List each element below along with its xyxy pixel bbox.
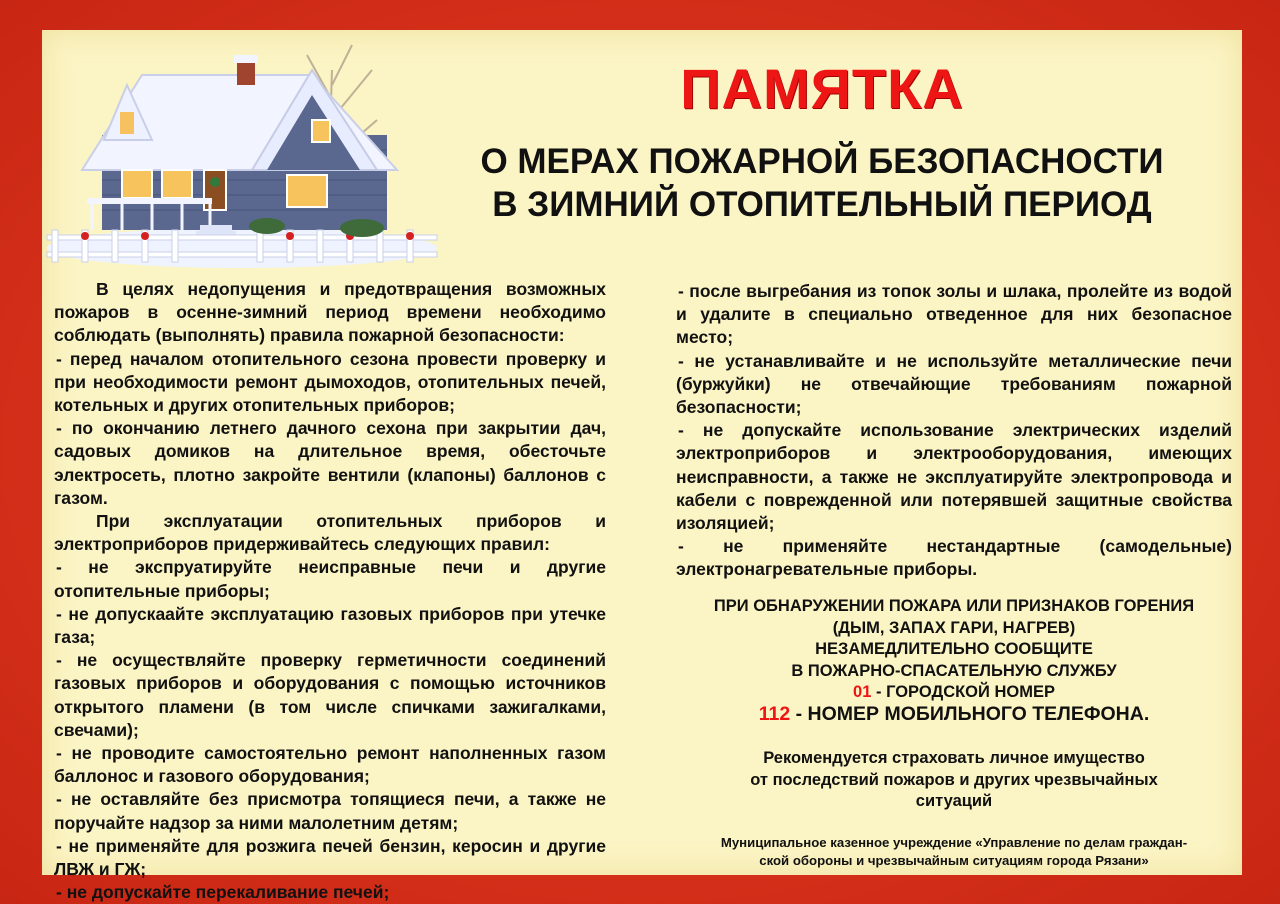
list-item: - не экспруатируйте неисправные печи и другие отопительные приборы; — [54, 557, 606, 601]
alert-line: (ДЫМ, ЗАПАХ ГАРИ, НАГРЕВ) — [832, 618, 1076, 637]
issuer-footer — [676, 834, 1232, 869]
mobile-number: 112 — [758, 702, 791, 725]
list-item: - не осуществляйте проверку герметичности соединений газовых приборов и оборудования с помощью источников открытого пламени (в том числе спичками зажигалками, свечами); — [54, 650, 606, 740]
list-item: - не применяйте нестандартные (самодельные) электронагревательные приборы. — [676, 536, 1232, 580]
mobile-number-label: - НОМЕР МОБИЛЬНОГО ТЕЛЕФОНА. — [795, 702, 1150, 725]
list-item: - не допускаайте эксплуатацию газовых приборов при утечке газа; — [54, 603, 606, 648]
left-column — [54, 278, 606, 904]
mobile-number-line — [676, 704, 1232, 726]
advice-line: ситуаций — [915, 792, 993, 810]
list-item: - по окончанию летнего дачного сехона при закрытии дач, садовых домиков на длительное время, обесточьте электросеть, плотно закройте вентили (клапоны) баллонов с газом. — [54, 418, 606, 508]
list-item: - не допускайте использование электрических изделий электроприборов и электрооборудования, имеющих неисправности, а также не эксплуатируйте электропровода и кабели с поврежденной или потерявшей защитные свойства изоляцией; — [676, 420, 1232, 534]
alert-line: В ПОЖАРНО-СПАСАТЕЛЬНУЮ СЛУЖБУ — [791, 661, 1117, 680]
subtitle-line: В ЗИМНИЙ ОТОПИТЕЛЬНЫЙ ПЕРИОД — [492, 185, 1152, 224]
city-number-line — [676, 682, 1232, 704]
list-item: - не допускайте перекаливание печей; — [56, 882, 390, 903]
snowy-house-icon — [42, 30, 442, 270]
alert-line: ПРИ ОБНАРУЖЕНИИ ПОЖАРА ИЛИ ПРИЗНАКОВ ГОРЕНИЯ — [713, 597, 1195, 615]
insurance-advice — [676, 748, 1232, 813]
list-item: - не проводите самостоятельно ремонт наполненных газом баллонос и газового оборудования; — [54, 743, 606, 787]
city-number-label: - ГОРОДСКОЙ НОМЕР — [875, 683, 1055, 701]
list-item: - не оставляйте без присмотра топящиеся печи, а также не поручайте надзор за ними малолетним детям; — [54, 789, 606, 833]
footer-line: Муниципальное казенное учреждение «Управление по делам граждан- — [720, 835, 1188, 850]
footer-line: ской обороны и чрезвычайным ситуациям города Рязани» — [759, 852, 1149, 868]
advice-line: Рекомендуется страховать личное имущество — [763, 749, 1145, 767]
subtitle-line: О МЕРАХ ПОЖАРНОЙ БЕЗОПАСНОСТИ — [480, 142, 1164, 181]
right-column — [676, 280, 1232, 582]
city-number: 01 — [853, 683, 872, 701]
advice-line: от последствий пожаров и других чрезвычайных — [750, 770, 1158, 789]
memo-sheet — [42, 30, 1242, 903]
alert-line: НЕЗАМЕДЛИТЕЛЬНО СООБЩИТЕ — [815, 640, 1093, 658]
list-item: - перед началом отопительного сезона провести проверку и при необходимости ремонт дымоходов, отопительных печей, котельных и других отопительных приборов; — [54, 348, 606, 416]
intro-paragraph: В целях недопущения и предотвращения возможных пожаров в осенне-зимний период времени необходимо соблюдать (выполнять) правила пожарной безопасности: — [54, 279, 606, 346]
list-item: - не устанавливайте и не используйте металлические печи (буржуйки) не отвечайющие требованиям пожарной безопасности; — [676, 350, 1232, 418]
list-item: - после выгребания из топок золы и шлака, пролейте из водой и удалите в специально отведенное для них безопасное место; — [676, 281, 1232, 348]
page-title: ПАМЯТКА — [680, 57, 964, 120]
list-item: - не применяйте для розжига печей бензин, керосин и другие ЛВЖ и ГЖ; — [54, 835, 606, 880]
emergency-alert — [676, 596, 1232, 725]
rules-intro-paragraph: При эксплуатации отопительных приборов и электроприборов придерживайтесь следующих правил: — [54, 511, 606, 555]
page-subtitle — [422, 140, 1222, 226]
